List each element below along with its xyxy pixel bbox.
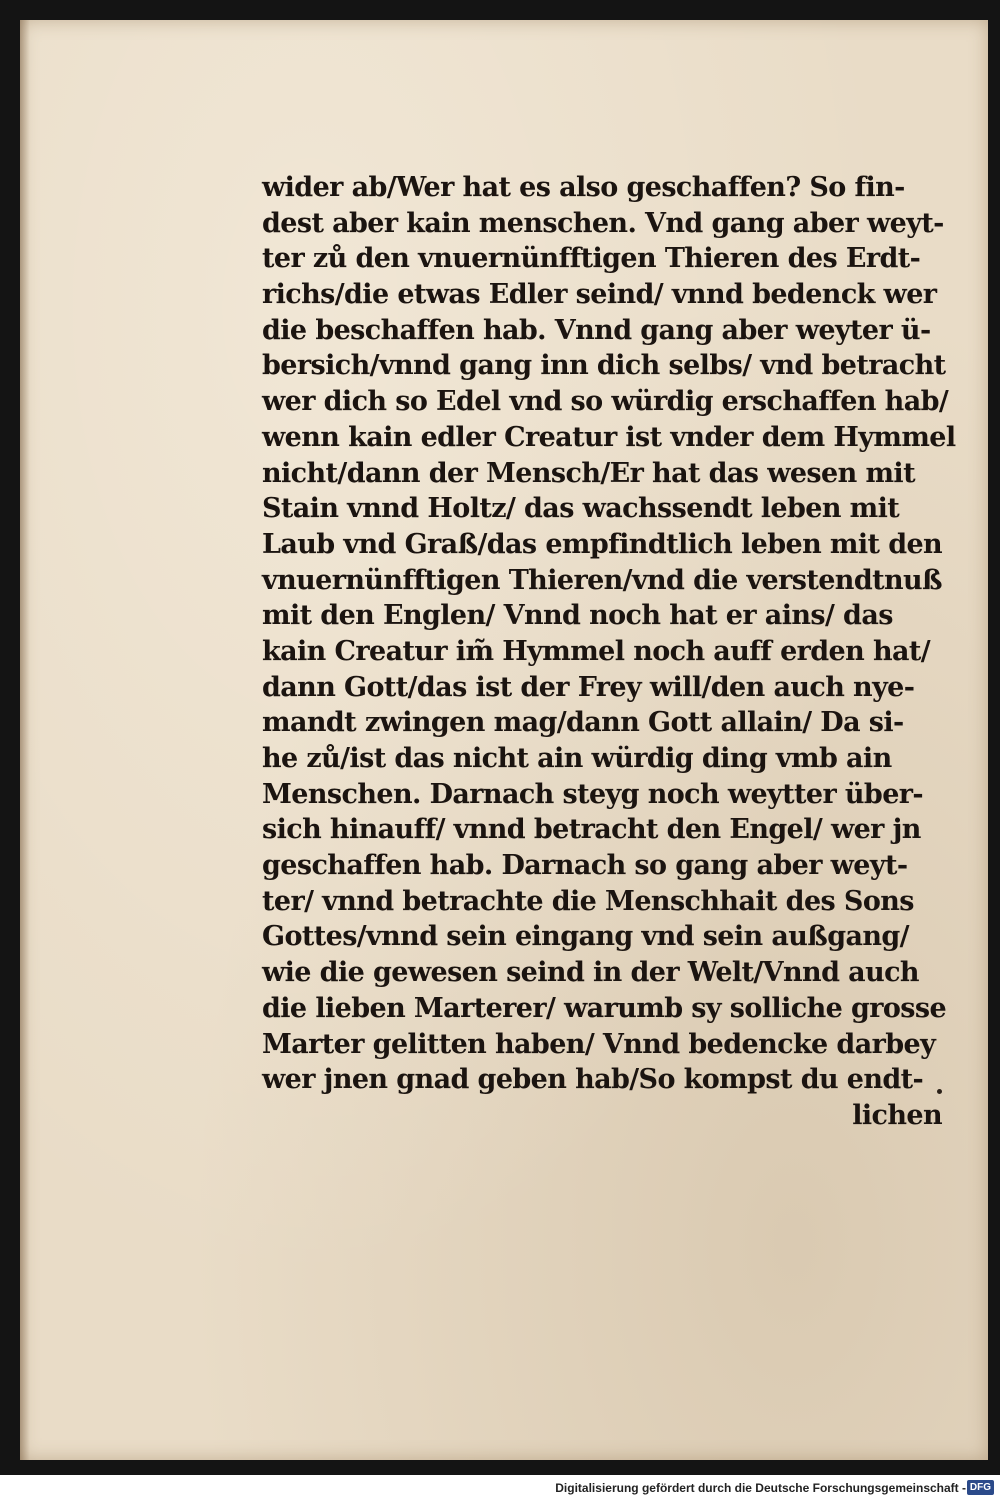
text-line-6: bersich/vnnd gang inn dich selbs/ vnd betracht [262,350,946,382]
text-line-23: wie die gewesen seind in der Welt/Vnnd auch [262,957,919,989]
text-line-17: he zů/ist das nicht ain würdig ding vmb ain [262,743,892,774]
text-line-26: wer jnen gnad geben hab/So kompst du endt- [262,1064,924,1096]
text-line-21: ter/ vnnd betrachte die Menschhait des Sons [262,885,914,917]
text-line-22: Gottes/vnnd sein eingang vnd sein außgang/ [262,921,909,953]
text-line-9: nicht/dann der Mensch/Er hat das wesen mit [262,457,915,489]
text-line-25: Marter gelitten haben/ Vnnd bedencke darbey [262,1028,936,1060]
book-page [20,20,988,1460]
text-line-12: vnuernünfftigen Thieren/vnd die verstendtnuß [262,564,942,596]
page-edge-shadow [20,20,30,1460]
text-line-20: geschaffen hab. Darnach so gang aber weyt- [262,850,908,882]
funding-credit: Digitalisierung gefördert durch die Deutsche Forschungsgemeinschaft - [555,1481,966,1495]
text-line-10: Stain vnnd Holtz/ das wachssendt leben mit [262,493,900,525]
text-line-11: Laub vnd Graß/das empfindtlich leben mit den [262,528,943,560]
text-line-2: dest aber kain menschen. Vnd gang aber weyt- [262,207,944,239]
text-line-19: sich hinauff/ vnnd betracht den Engel/ wer jn [262,814,921,846]
catchword: lichen [852,1099,942,1131]
text-line-14: kain Creatur im̃ Hymmel noch auff erden hat/ [262,635,931,667]
text-line-1: wider ab/Wer hat es also geschaffen? So fin- [262,172,905,203]
text-line-18: Menschen. Darnach steyg noch weytter über- [262,778,924,810]
text-line-8: wenn kain edler Creatur ist vnder dem Hymmel [262,421,956,453]
text-line-3: ter zů den vnuernünfftigen Thieren des Erdt- [262,243,921,275]
dfg-logo-icon: DFG [967,1480,994,1495]
text-line-5: die beschaffen hab. Vnnd gang aber weyter ü- [262,314,931,346]
footer-bar [0,1475,1000,1502]
text-line-13: mit den Englen/ Vnnd noch hat er ains/ das [262,600,893,632]
text-line-15: dann Gott/das ist der Frey will/den auch nye- [262,671,915,703]
text-block [262,170,962,1134]
text-line-7: wer dich so Edel vnd so würdig erschaffen hab/ [262,386,949,418]
text-line-24: die lieben Marterer/ warumb sy solliche grosse [262,992,947,1024]
ink-speck [937,1089,942,1094]
text-line-4: richs/die etwas Edler seind/ vnnd bedenck wer [262,279,937,311]
text-line-16: mandt zwingen mag/dann Gott allain/ Da si- [262,707,904,739]
